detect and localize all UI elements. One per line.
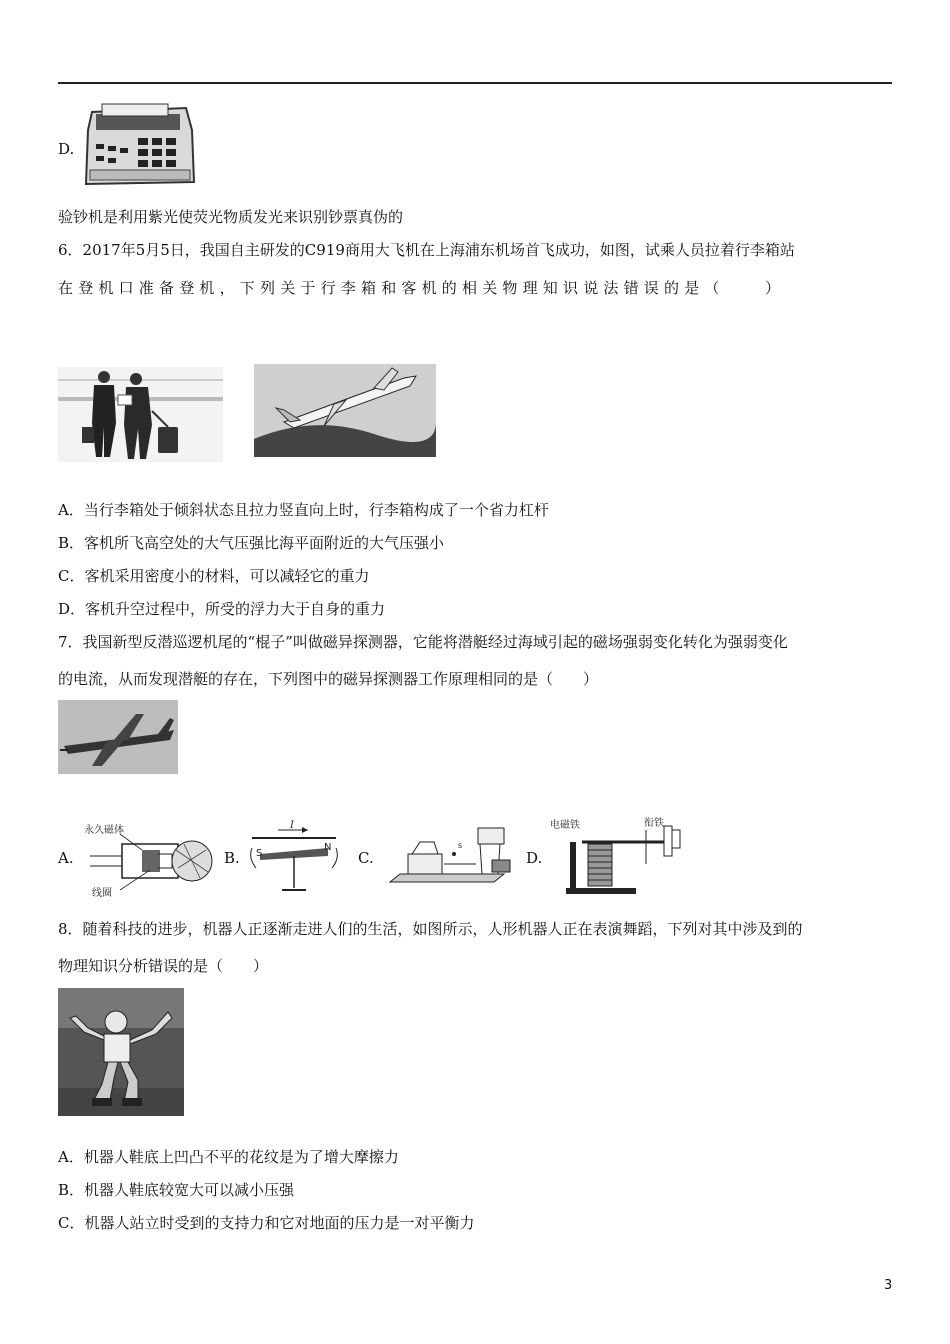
q6-option-c: C．客机采用密度小的材料，可以减轻它的重力 <box>58 567 370 585</box>
motor-experiment-diagram <box>384 824 520 896</box>
q6-option-b: B．客机所飞高空处的大气压强比海平面附近的大气压强小 <box>58 534 445 552</box>
oersted-experiment-diagram <box>244 818 344 898</box>
c919-aircraft-image <box>254 364 436 457</box>
q8-option-a: A．机器人鞋底上凹凸不平的花纹是为了增大摩擦力 <box>58 1148 399 1166</box>
microphone-diagram <box>80 820 218 898</box>
svg-text:s: s <box>458 841 463 850</box>
q6-option-d: D．客机升空过程中，所受的浮力大于自身的重力 <box>58 600 386 618</box>
q7-stem-line-1: 7．我国新型反潜巡逻机尾的“棍子”叫做磁异探测器，它能将潜艇经过海域引起的磁场强弱变化转化为强弱变化 <box>58 633 788 651</box>
q7-option-a-label: A. <box>58 849 74 867</box>
q6-option-a: A．当行李箱处于倾斜状态且拉力竖直向上时，行李箱构成了一个省力杠杆 <box>58 501 549 519</box>
q6-stem-line-1: 6．2017年5月5日，我国自主研发的C919商用大飞机在上海浦东机场首飞成功，如图，试乘人员拉着行李箱站 <box>58 241 795 259</box>
label-coil: 线圈 <box>92 888 112 898</box>
label-south: S <box>256 848 263 859</box>
dancing-robot-image <box>58 988 184 1116</box>
q7-option-b-label: B. <box>224 849 240 867</box>
label-armature: 衔铁 <box>644 818 664 829</box>
money-counter-image <box>82 100 196 188</box>
q7-stem-line-2: 的电流，从而发现潜艇的存在，下列图中的磁异探测器工作原理相同的是（ ） <box>58 670 599 688</box>
patrol-aircraft-image <box>58 700 178 774</box>
q6-stem-line-2: 在登机口准备登机，下列关于行李箱和客机的相关物理知识说法错误的是（ ） <box>58 279 786 297</box>
label-current: I <box>290 820 294 831</box>
q5-option-d-text: 验钞机是利用紫光使荧光物质发光来识别钞票真伪的 <box>58 208 404 226</box>
q8-option-b: B．机器人鞋底较宽大可以减小压强 <box>58 1181 295 1199</box>
label-electromagnet: 电磁铁 <box>550 820 580 831</box>
q8-stem-line-1: 8．随着科技的进步，机器人正逐渐走进人们的生活，如图所示，人形机器人正在表演舞蹈，下列对其中涉及到的 <box>58 920 803 938</box>
q8-stem-line-2: 物理知识分析错误的是（ ） <box>58 957 269 975</box>
q8-option-c: C．机器人站立时受到的支持力和它对地面的压力是一对平衡力 <box>58 1214 475 1232</box>
passengers-with-luggage-image <box>58 367 223 462</box>
header-rule <box>58 82 892 84</box>
q7-option-c-label: C. <box>358 849 374 867</box>
page-number: 3 <box>884 1278 893 1293</box>
q5-option-d-label: D. <box>58 140 75 158</box>
electromagnetic-relay-diagram <box>546 816 686 896</box>
label-permanent-magnet: 永久磁体 <box>84 825 124 836</box>
label-north: N <box>324 842 332 853</box>
q7-option-d-label: D. <box>526 849 543 867</box>
